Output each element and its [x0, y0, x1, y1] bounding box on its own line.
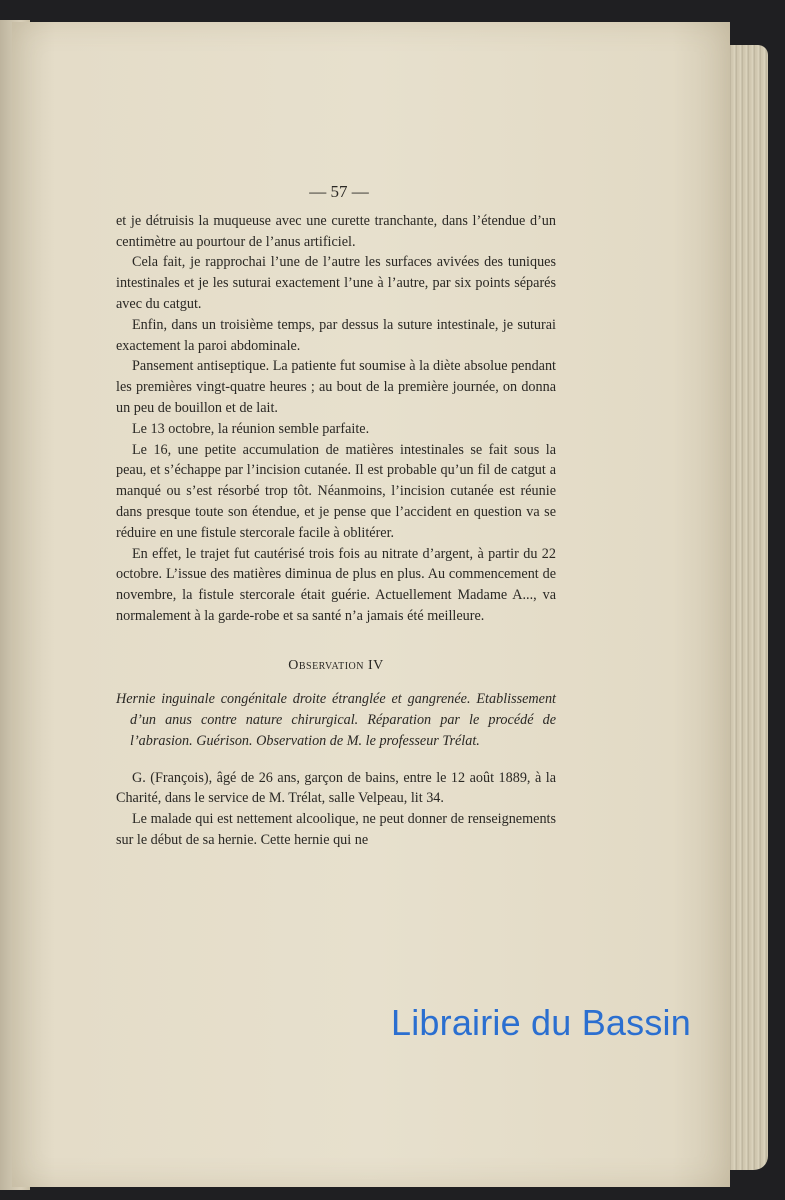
paragraph: Le malade qui est nettement alcoolique, ne peut donner de renseignements sur le début de sa hernie. Cette hernie qui ne [116, 811, 556, 848]
observation-heading: Observation IV [288, 657, 384, 673]
paragraph: Pansement antiseptique. La patiente fut soumise à la diète absolue pendant les premières vingt-quatre heures ; au bout de la première journée, on donna un peu de bouillon et de lait. [116, 358, 556, 416]
paragraph: En effet, le trajet fut cautérisé trois fois au nitrate d’argent, à partir du 22 octobre. L’issue des matières diminua de plus en plus. Au commencement de novembre, la fistule stercorale était guérie. Actuellement Madame A..., va normalement à la garde-robe et sa santé n’a jamais été meilleure. [116, 545, 556, 624]
paragraph: Enfin, dans un troisième temps, par dessus la suture intestinale, je suturai exactement la paroi abdominale. [116, 316, 556, 354]
watermark-text: Librairie du Bassin [391, 1002, 691, 1043]
observation-summary: Hernie inguinale congénitale droite étranglée et gangrenée. Etablissement d’un anus contre nature chirurgical. Réparation par le procédé de l’abrasion. Guérison. Observation de M. le professeur Trélat. [116, 690, 556, 749]
paragraph: Cela fait, je rapprochai l’une de l’autre les surfaces avivées des tuniques intestinales et je les suturai exactement l’une à l’autre, par six points séparés avec du catgut. [116, 254, 556, 312]
paragraph: et je détruisis la muqueuse avec une curette tranchante, dans l’étendue d’un centimètre au pourtour de l’anus artificiel. [116, 212, 556, 250]
paragraph: Le 13 octobre, la réunion semble parfaite. [132, 420, 370, 437]
paragraph: Le 16, une petite accumulation de matières intestinales se fait sous la peau, et s’échappe par l’incision cutanée. Il est probable qu’un fil de catgut a manqué ou s’est résorbé trop tôt. Néanmoins, l’incision cutanée est réunie dans presque toute son étendue, et je pense que l’accident en question va se réduire en une fistule stercorale facile à oblitérer. [116, 441, 556, 541]
page-content [116, 182, 556, 851]
page-number: — 57 — [309, 182, 369, 201]
paragraph: G. (François), âgé de 26 ans, garçon de bains, entre le 12 août 1889, à la Charité, dans le service de M. Trélat, salle Velpeau, lit 34. [116, 769, 556, 807]
